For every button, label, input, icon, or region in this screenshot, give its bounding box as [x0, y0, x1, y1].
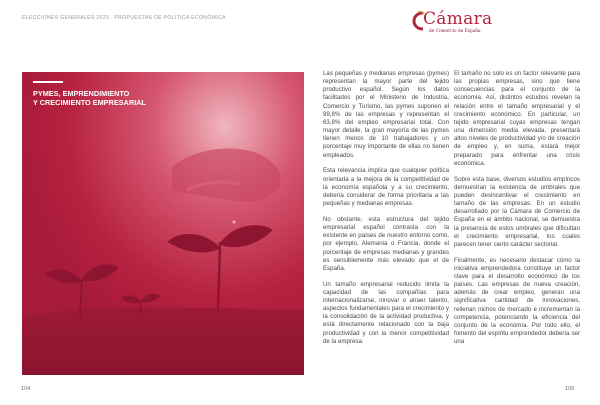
- section-title-line-1: PYMES, EMPRENDIMIENTO: [33, 88, 130, 98]
- running-header: ELECCIONES GENERALES 2023 . PROPUESTAS DE POLÍTICA ECONÓMICA: [22, 15, 226, 21]
- paragraph: Las pequeñas y medianas empresas (pymes) representan la mayor parte del tejido productivo español. Según los datos facilitados por el Ministerio de Industria, Comercio y Turismo, las pymes suponen el 99,8% de las empresas y representan el 63,8% del empleo empresarial total. Con mayor detalle, la gran mayoría de las pymes tienen menos de 10 trabajadores y un porcentaje muy importante de ellas no tienen empleados.: [323, 70, 449, 159]
- paragraph: Un tamaño empresarial reducido limita la capacidad de las compañías para internacionalizarse, innovar o atraer talento, aspectos fundamentales para el crecimiento y la consolidación de la actividad productiva, y está directamente relacionado con la baja productividad y con la menor competitividad de la empresa.: [323, 280, 449, 345]
- page-number-right: 105: [565, 386, 575, 392]
- logo-wordmark: Cámara: [423, 9, 493, 29]
- page-number-left: 104: [21, 386, 31, 392]
- body-column-2: [454, 70, 580, 354]
- paragraph: Esta relevancia implica que cualquier política orientada a la mejora de la competitividad de la economía española y a su crecimiento, debería considerar de forma prioritaria a las pequeñas y medianas empresas.: [323, 167, 449, 208]
- title-rule: [33, 81, 63, 83]
- seedlings-hand-photo-icon: [22, 72, 304, 375]
- paragraph: El tamaño no solo es un factor relevante para las propias empresas, sino que tiene consecuencias para el conjunto de la economía. Así, distintos estudios revelan la relación entre el tamaño empresarial y el crecimiento económico. En particular, un tejido empresarial cuyas empresas tengan una dimensión media elevada, presentará altos niveles de productividad y/o de creación de empleo y, en suma, estará mejor preparado para enfrentar una crisis económica.: [454, 70, 580, 167]
- body-column-1: [323, 70, 449, 354]
- section-photo: [22, 72, 304, 375]
- camara-logo: [411, 8, 493, 36]
- paragraph: Sobre esta base, diversos estudios empíricos demuestran la existencia de umbrales que pueden desincentivar el crecimiento en tamaño de las empresas. En un estudio desarrollado por la Cámara de Comercio de España en el ámbito nacional, se demuestra la presencia de estos umbrales que dificultan el crecimiento empresarial, los cuales parecen tener cierto carácter sectorial.: [454, 175, 580, 248]
- logo-subtitle: de Comercio de España: [429, 29, 481, 34]
- paragraph: Finalmente, es necesario destacar cómo la iniciativa emprendedora constituye un factor clave para el desarrollo económico de los países. Las empresas de nueva creación, además de crear empleo, generan una significativa cantidad de innovaciones, rellenan nichos de mercado e incrementan la competencia, potenciando la eficiencia del conjunto de la economía. Por todo ello, el fomento del espíritu emprendedor debería ser una: [454, 256, 580, 346]
- section-title: [33, 81, 173, 107]
- paragraph: No obstante, esta estructura del tejido empresarial español contrasta con la existente en países de nuestro entorno como, por ejemplo, Alemania o Francia, donde el porcentaje de empresas medianas y grandes es sensiblemente más elevado que el de España.: [323, 215, 449, 272]
- section-title-line-2: Y CRECIMIENTO EMPRESARIAL: [33, 97, 146, 107]
